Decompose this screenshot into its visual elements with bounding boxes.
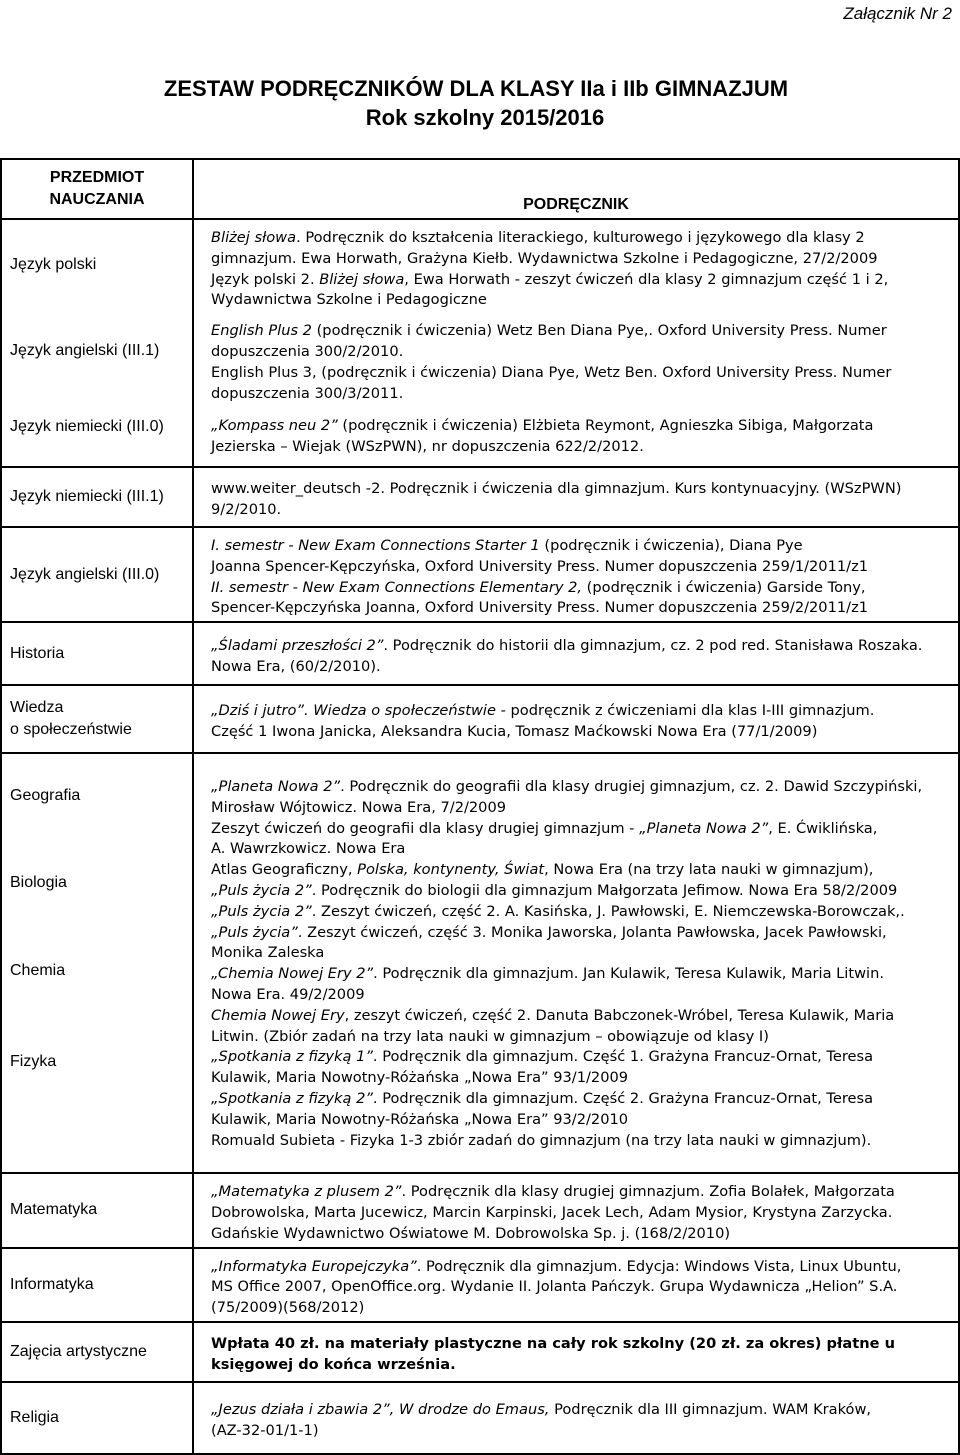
subject-header-line: PRZEDMIOT <box>49 169 145 186</box>
subject-name: Biologia <box>10 874 67 892</box>
table-header-row <box>1 159 959 219</box>
text-segment: Chemia Nowej Ery <box>211 1006 345 1024</box>
subject-name: Geografia <box>10 787 81 805</box>
text-line <box>211 1257 952 1278</box>
text-segment: . Zeszyt ćwiczeń, część 3. Monika Jaworska, Jolanta Pawłowska, Jacek Pawłowski, <box>297 923 887 941</box>
text-segment: Atlas Geograficzny, <box>211 861 358 879</box>
text-line <box>211 321 952 342</box>
subject-cell <box>1 1248 193 1322</box>
text-line <box>211 416 952 437</box>
text-line <box>211 1027 952 1048</box>
text-segment: , Nowa Era (na trzy lata nauki w gimnazjum), <box>544 861 874 879</box>
book-entry <box>211 1251 952 1319</box>
text-line <box>211 777 952 798</box>
text-line <box>211 1421 952 1442</box>
subject-name: Język niemiecki (III.1) <box>10 488 164 505</box>
text-line <box>211 964 952 985</box>
text-line <box>211 1224 952 1245</box>
subject-name: Fizyka <box>10 1053 57 1071</box>
text-line <box>211 536 952 557</box>
text-segment: Język polski 2. <box>211 270 320 288</box>
book-cell <box>193 1173 959 1247</box>
text-line <box>211 479 952 500</box>
text-line <box>211 437 952 458</box>
text-segment: Spencer-Kępczyńska Joanna, Oxford University Press. Numer dopuszczenia 259/2/2011/z1 <box>211 599 869 617</box>
text-segment: . Podręcznik do kształcenia literackiego, kulturowego i językowego dla klasy 2 <box>296 229 865 247</box>
subject-cell <box>1 1173 193 1247</box>
text-segment: Wydawnictwa Szkolne i Pedagogiczne <box>211 291 487 309</box>
text-line <box>211 228 952 249</box>
text-segment: . Podręcznik dla gimnazjum. Część 1. Grażyna Francuz-Ornat, Teresa <box>372 1048 874 1066</box>
text-segment: „Puls życia 2” <box>211 882 312 899</box>
text-segment: Bliżej słowa <box>319 270 405 288</box>
subject-name: Wiedza <box>10 699 64 717</box>
subject-column-header <box>1 159 193 219</box>
text-line <box>211 270 952 291</box>
text-segment: Mirosław Wójtowicz. Nowa Era, 7/2/2009 <box>211 798 507 816</box>
subject-cell <box>1 622 193 685</box>
text-line <box>211 860 952 881</box>
text-line <box>211 1355 952 1376</box>
text-segment: . Podręcznik dla klasy drugiej gimnazjum. Zofia Bolałek, Małgorzata <box>401 1183 895 1201</box>
text-line <box>211 384 952 405</box>
subject-name: Historia <box>10 644 65 662</box>
book-cell <box>193 622 959 685</box>
text-line <box>211 1068 952 1089</box>
text-segment: Nowa Era. 49/2/2009 <box>211 985 365 1003</box>
book-entry <box>211 775 952 1151</box>
text-segment: - podręcznik z ćwiczeniami dla klas I-III gimnazjum. <box>495 702 875 720</box>
text-segment: www.weiter_deutsch -2. Podręcznik i ćwiczenia dla gimnazjum. Kurs kontynuacyjny. (WSzPWN) <box>211 480 902 498</box>
text-segment: „Informatyka Europejczyka” <box>211 1257 417 1275</box>
text-segment: A. Wawrzkowicz. Nowa Era <box>211 840 406 858</box>
book-entry <box>211 1394 952 1442</box>
text-segment: „Kompass neu 2” <box>211 417 338 435</box>
text-segment: . Podręcznik do biologii dla gimnazjum Małgorzata Jefimow. Nowa Era 58/2/2009 <box>311 882 898 899</box>
book-cell <box>193 1382 959 1454</box>
text-segment: Kulawik, Maria Nowotny-Różańska „Nowa Era” 93/2/2010 <box>211 1110 629 1128</box>
book-entry <box>211 630 952 678</box>
text-line <box>211 1203 952 1224</box>
text-line <box>211 342 952 363</box>
book-entry <box>211 530 952 619</box>
text-line <box>211 1298 952 1319</box>
table-row <box>1 622 959 685</box>
text-segment: . Zeszyt ćwiczeń, część 2. A. Kasińska, J. Pawłowski, E. Niemczewska-Borowczak,. <box>311 902 905 920</box>
text-segment: Część 1 Iwona Janicka, Aleksandra Kucia, Tomasz Maćkowski Nowa Era (77/1/2009) <box>211 723 818 741</box>
subject-cell <box>1 527 193 622</box>
subject-cell <box>1 219 193 467</box>
book-entry-angielski <box>211 321 952 404</box>
text-segment: Wpłata 40 zł. na materiały plastyczne na cały rok szkolny (20 zł. za okres) płatne u <box>211 1335 895 1353</box>
text-line <box>211 249 952 270</box>
text-segment: dopuszczenia 300/2/2010. <box>211 343 404 360</box>
text-segment: „Dziś i jutro”. Wiedza o społeczeństwie <box>211 702 496 720</box>
text-segment: , zeszyt ćwiczeń, część 2. Danuta Babczonek-Wróbel, Teresa Kulawik, Maria <box>344 1006 895 1024</box>
text-line <box>211 722 952 743</box>
textbook-table <box>0 158 960 1455</box>
text-segment: . Podręcznik dla gimnazjum. Edycja: Windows Vista, Linux Ubuntu, <box>416 1257 902 1275</box>
book-entry-polski <box>211 228 952 311</box>
table-row <box>1 685 959 753</box>
text-segment: Podręcznik dla III gimnazjum. WAM Kraków, <box>549 1401 872 1419</box>
text-line <box>211 985 952 1006</box>
text-line <box>211 598 952 619</box>
book-entry-niemiecki <box>211 416 952 458</box>
book-cell <box>193 467 959 527</box>
subject-name: Język niemiecki (III.0) <box>10 418 164 435</box>
book-entry <box>211 1176 952 1244</box>
text-segment: Gdańskie Wydawnictwo Oświatowe M. Dobrowolska Sp. j. (168/2/2010) <box>211 1224 731 1242</box>
text-segment: Monika Zaleska <box>211 944 325 962</box>
text-segment: Polska, kontynenty, Świat <box>357 861 545 879</box>
subject-cell <box>1 467 193 527</box>
text-segment: „Spotkania z fizyką 2” <box>211 1089 373 1107</box>
text-segment: Litwin. (Zbiór zadań na trzy lata nauki w gimnazjum – obowiązuje od klasy I) <box>211 1027 769 1045</box>
book-entry <box>211 695 952 743</box>
text-segment: II. semestr - New Exam Connections Elementary 2, <box>211 578 583 596</box>
table-row <box>1 527 959 622</box>
text-line <box>211 363 952 384</box>
text-segment: MS Office 2007, OpenOffice.org. Wydanie II. Jolanta Pańczyk. Grupa Wydawnicza „Helion” S.A. <box>211 1278 898 1296</box>
text-segment: (AZ-32-01/1-1) <box>211 1421 319 1439</box>
text-segment: Dobrowolska, Marta Jucewicz, Marcin Karpinski, Jacek Lech, Adam Mysior, Krystyna Zarzycka. <box>211 1203 893 1221</box>
subject-name: Informatyka <box>10 1275 94 1293</box>
text-line <box>211 1110 952 1131</box>
text-line <box>211 1277 952 1298</box>
table-row <box>1 753 959 1173</box>
book-cell <box>193 753 959 1173</box>
text-segment: (podręcznik i ćwiczenia), Diana Pye <box>539 537 803 554</box>
text-segment: English Plus 3, (podręcznik i ćwiczenia) Diana Pye, Wetz Ben. Oxford University Press. Numer <box>211 363 892 381</box>
text-segment: „Planeta Nowa 2” <box>639 819 769 837</box>
text-segment: „Jezus działa i zbawia 2”, W drodze do Emaus, <box>211 1401 550 1419</box>
text-line <box>211 881 952 902</box>
subject-name: Język polski <box>10 256 97 273</box>
text-segment: . Podręcznik do geografii dla klasy drugiej gimnazjum, cz. 2. Dawid Szczypiński, <box>340 778 923 796</box>
text-line <box>211 819 952 840</box>
text-line <box>211 557 952 578</box>
text-segment: Romuald Subieta - Fizyka 1-3 zbiór zadań do gimnazjum (na trzy lata nauki w gimnazjum). <box>211 1131 872 1149</box>
text-segment: , E. Ćwiklińska, <box>768 819 878 837</box>
text-segment: „Chemia Nowej Ery 2” <box>211 965 374 983</box>
text-line <box>211 943 952 964</box>
text-segment: Bliżej słowa <box>211 229 297 247</box>
text-segment: Jezierska – Wiejak (WSzPWN), nr dopuszczenia 622/2/2012. <box>211 438 644 456</box>
subject-cell <box>1 1322 193 1382</box>
book-cell <box>193 1322 959 1382</box>
text-segment: . Podręcznik dla gimnazjum. Część 2. Grażyna Francuz-Ornat, Teresa <box>372 1089 874 1107</box>
text-segment: „Puls życia” <box>211 923 298 941</box>
text-segment: gimnazjum. Ewa Horwath, Grażyna Kiełb. Wydawnictwa Szkolne i Pedagogiczne, 27/2/2009 <box>211 249 878 267</box>
text-segment: „Puls życia 2” <box>211 902 312 920</box>
text-line <box>211 500 952 521</box>
text-segment: Zeszyt ćwiczeń do geografii dla klasy drugiej gimnazjum - <box>211 819 640 837</box>
book-cell <box>193 685 959 753</box>
subject-name: Język angielski (III.1) <box>10 342 160 359</box>
text-segment: „Spotkania z fizyką 1” <box>211 1048 373 1066</box>
text-segment: (podręcznik i ćwiczenia) Garside Tony, <box>582 578 866 596</box>
text-line <box>211 701 952 722</box>
table-row <box>1 219 959 467</box>
text-line <box>211 1089 952 1110</box>
text-line <box>211 1006 952 1027</box>
annex-label: Załącznik Nr 2 <box>843 4 952 23</box>
subject-name: Religia <box>10 1408 59 1426</box>
book-cell <box>193 1248 959 1322</box>
text-line <box>211 902 952 923</box>
text-segment: , Ewa Horwath - zeszyt ćwiczeń dla klasy 2 gimnazjum część 1 i 2, <box>404 270 889 288</box>
text-line <box>211 1400 952 1421</box>
subject-cell <box>1 753 193 1173</box>
table-row <box>1 1173 959 1247</box>
book-entry <box>211 473 952 521</box>
subject-name: o społeczeństwie <box>10 721 132 739</box>
table-row <box>1 467 959 527</box>
text-segment: dopuszczenia 300/3/2011. <box>211 384 404 402</box>
document-title: ZESTAW PODRĘCZNIKÓW DLA KLASY IIa i IIb GIMNAZJUM <box>163 76 789 101</box>
text-segment: „Śladami przeszłości 2” <box>211 636 384 654</box>
text-line <box>211 1334 952 1355</box>
subject-name: Chemia <box>10 962 66 980</box>
subject-header-line: NAUCZANIA <box>49 191 145 208</box>
table-row <box>1 1248 959 1322</box>
book-cell <box>193 219 959 467</box>
text-segment: Joanna Spencer-Kępczyńska, Oxford University Press. Numer dopuszczenia 259/1/2011/z1 <box>211 557 869 575</box>
text-segment: I. semestr - New Exam Connections Starter 1 <box>211 537 540 554</box>
text-line <box>211 657 952 678</box>
text-line <box>211 798 952 819</box>
book-cell <box>193 527 959 622</box>
text-segment: (podręcznik i ćwiczenia) Wetz Ben Diana Pye,. Oxford University Press. Numer <box>311 322 887 340</box>
subject-name: Język angielski (III.0) <box>10 565 160 583</box>
text-segment: Kulawik, Maria Nowotny-Różańska „Nowa Era” 93/1/2009 <box>211 1069 629 1087</box>
subject-name: Matematyka <box>10 1201 98 1219</box>
text-segment: (75/2009)(568/2012) <box>211 1299 365 1317</box>
table-row <box>1 1322 959 1382</box>
table-row <box>1 1382 959 1454</box>
text-segment: „Matematyka z plusem 2” <box>211 1183 402 1201</box>
text-segment: księgowej do końca września. <box>211 1355 456 1373</box>
text-line <box>211 578 952 599</box>
book-entry <box>211 1328 952 1376</box>
text-line <box>211 839 952 860</box>
text-segment: (podręcznik i ćwiczenia) Elżbieta Reymont, Agnieszka Sibiga, Małgorzata <box>337 417 874 435</box>
subject-cell <box>1 685 193 753</box>
text-line <box>211 1131 952 1152</box>
text-line <box>211 290 952 311</box>
text-line <box>211 1047 952 1068</box>
text-segment: „Planeta Nowa 2” <box>211 778 341 796</box>
text-segment: Nowa Era, (60/2/2010). <box>211 657 381 675</box>
text-segment: . Podręcznik dla gimnazjum. Jan Kulawik, Teresa Kulawik, Maria Litwin. <box>373 965 884 983</box>
text-segment: . Podręcznik do historii dla gimnazjum, cz. 2 pod red. Stanisława Roszaka. <box>383 636 923 654</box>
subject-name: Zajęcia artystyczne <box>10 1342 147 1360</box>
text-line <box>211 1182 952 1203</box>
school-year-title: Rok szkolny 2015/2016 <box>365 105 605 130</box>
text-segment: English Plus 2 <box>211 322 312 340</box>
text-line <box>211 923 952 944</box>
text-line <box>211 636 952 657</box>
book-column-header: PODRĘCZNIK <box>193 159 959 219</box>
subject-cell <box>1 1382 193 1454</box>
text-segment: 9/2/2010. <box>211 501 282 518</box>
